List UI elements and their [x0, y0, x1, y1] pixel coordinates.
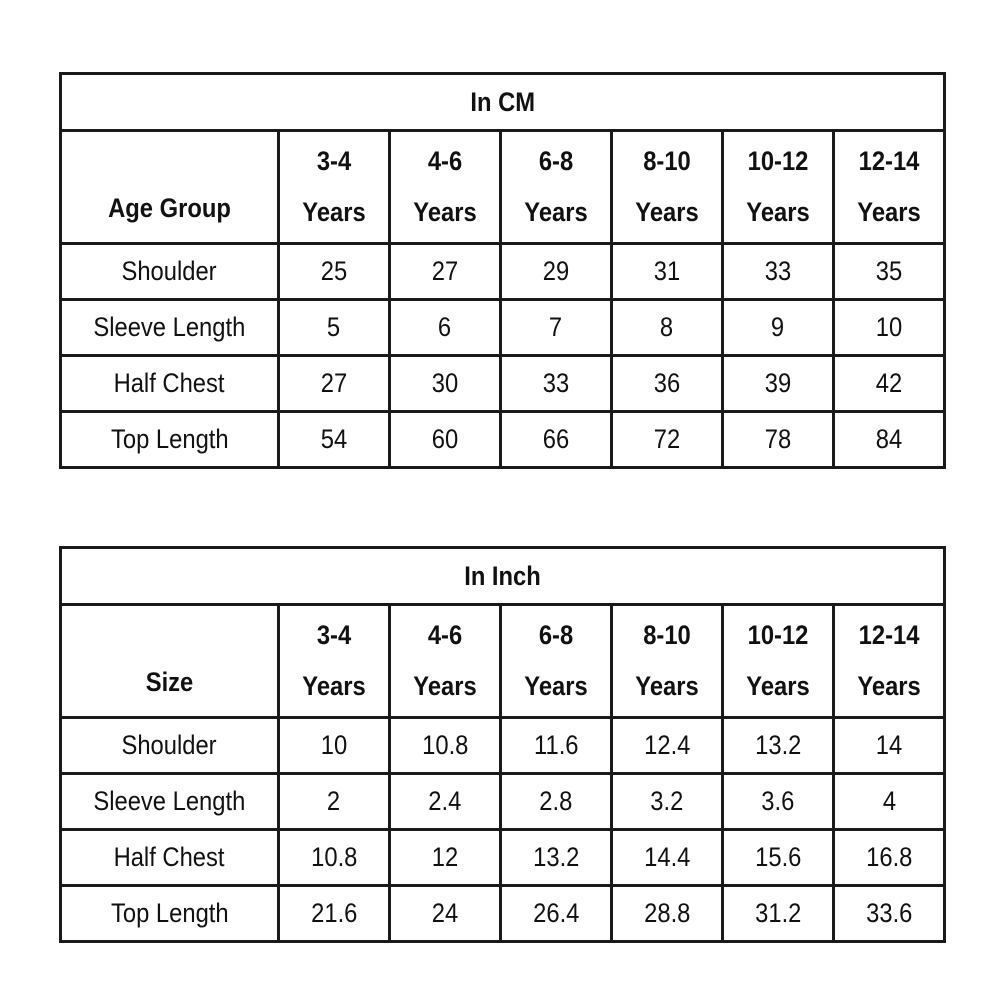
table-cell: 31.2 — [723, 886, 834, 942]
table-cell: 15.6 — [723, 830, 834, 886]
table-cell: 60 — [390, 412, 501, 468]
table-cell: 78 — [723, 412, 834, 468]
table-cell: 5 — [279, 300, 390, 356]
table-row — [61, 718, 945, 774]
table-cell: 35 — [834, 244, 945, 300]
row-label: Top Length — [61, 886, 279, 942]
table-cell: 29 — [501, 244, 612, 300]
table-cell: 9 — [723, 300, 834, 356]
table-cell: 10 — [279, 718, 390, 774]
table-cell: 54 — [279, 412, 390, 468]
column-header: 12-14 Years — [834, 131, 945, 244]
table-row — [61, 412, 945, 468]
row-label: Sleeve Length — [61, 300, 279, 356]
table-header-row — [61, 131, 945, 244]
table-cell: 10.8 — [390, 718, 501, 774]
table-cell: 31 — [612, 244, 723, 300]
column-header: 3-4 Years — [279, 131, 390, 244]
table-cell: 66 — [501, 412, 612, 468]
table-cell: 13.2 — [723, 718, 834, 774]
table-cell: 13.2 — [501, 830, 612, 886]
table-title: In Inch — [61, 548, 945, 605]
column-header: 12-14 Years — [834, 605, 945, 718]
column-header: 8-10 Years — [612, 131, 723, 244]
table-cell: 4 — [834, 774, 945, 830]
row-label: Half Chest — [61, 830, 279, 886]
table-cell: 33 — [723, 244, 834, 300]
column-header: 4-6 Years — [390, 131, 501, 244]
table-cell: 7 — [501, 300, 612, 356]
table-cell: 3.6 — [723, 774, 834, 830]
table-cell: 2.8 — [501, 774, 612, 830]
table-cell: 11.6 — [501, 718, 612, 774]
table-cell: 10 — [834, 300, 945, 356]
table-row — [61, 886, 945, 942]
table-cell: 72 — [612, 412, 723, 468]
table-cell: 33.6 — [834, 886, 945, 942]
table-title-row — [61, 548, 945, 605]
table-cell: 26.4 — [501, 886, 612, 942]
table-cell: 12.4 — [612, 718, 723, 774]
table-row — [61, 300, 945, 356]
table-title-row — [61, 74, 945, 131]
column-header: 10-12 Years — [723, 605, 834, 718]
table-cell: 3.2 — [612, 774, 723, 830]
table-cell: 2 — [279, 774, 390, 830]
table-cell: 24 — [390, 886, 501, 942]
table-cell: 30 — [390, 356, 501, 412]
table-row — [61, 356, 945, 412]
column-header: 6-8 Years — [501, 131, 612, 244]
table-cell: 33 — [501, 356, 612, 412]
row-label: Shoulder — [61, 244, 279, 300]
table-title: In CM — [61, 74, 945, 131]
column-header: 10-12 Years — [723, 131, 834, 244]
table-cell: 36 — [612, 356, 723, 412]
row-label: Sleeve Length — [61, 774, 279, 830]
corner-label: Size — [61, 605, 279, 718]
column-header: 3-4 Years — [279, 605, 390, 718]
table-cell: 8 — [612, 300, 723, 356]
row-label: Half Chest — [61, 356, 279, 412]
table-cell: 27 — [279, 356, 390, 412]
table-cell: 12 — [390, 830, 501, 886]
column-header: 8-10 Years — [612, 605, 723, 718]
table-cell: 25 — [279, 244, 390, 300]
table-row — [61, 830, 945, 886]
table-header-row — [61, 605, 945, 718]
column-header: 6-8 Years — [501, 605, 612, 718]
table-cell: 14.4 — [612, 830, 723, 886]
table-row — [61, 774, 945, 830]
column-header: 4-6 Years — [390, 605, 501, 718]
row-label: Shoulder — [61, 718, 279, 774]
size-table-inch — [59, 546, 946, 943]
table-cell: 6 — [390, 300, 501, 356]
table-row — [61, 244, 945, 300]
corner-label: Age Group — [61, 131, 279, 244]
table-cell: 39 — [723, 356, 834, 412]
table-cell: 27 — [390, 244, 501, 300]
table-cell: 14 — [834, 718, 945, 774]
table-cell: 10.8 — [279, 830, 390, 886]
table-cell: 21.6 — [279, 886, 390, 942]
table-cell: 28.8 — [612, 886, 723, 942]
table-cell: 16.8 — [834, 830, 945, 886]
size-table-cm — [59, 72, 946, 469]
table-cell: 2.4 — [390, 774, 501, 830]
table-cell: 84 — [834, 412, 945, 468]
table-cell: 42 — [834, 356, 945, 412]
row-label: Top Length — [61, 412, 279, 468]
